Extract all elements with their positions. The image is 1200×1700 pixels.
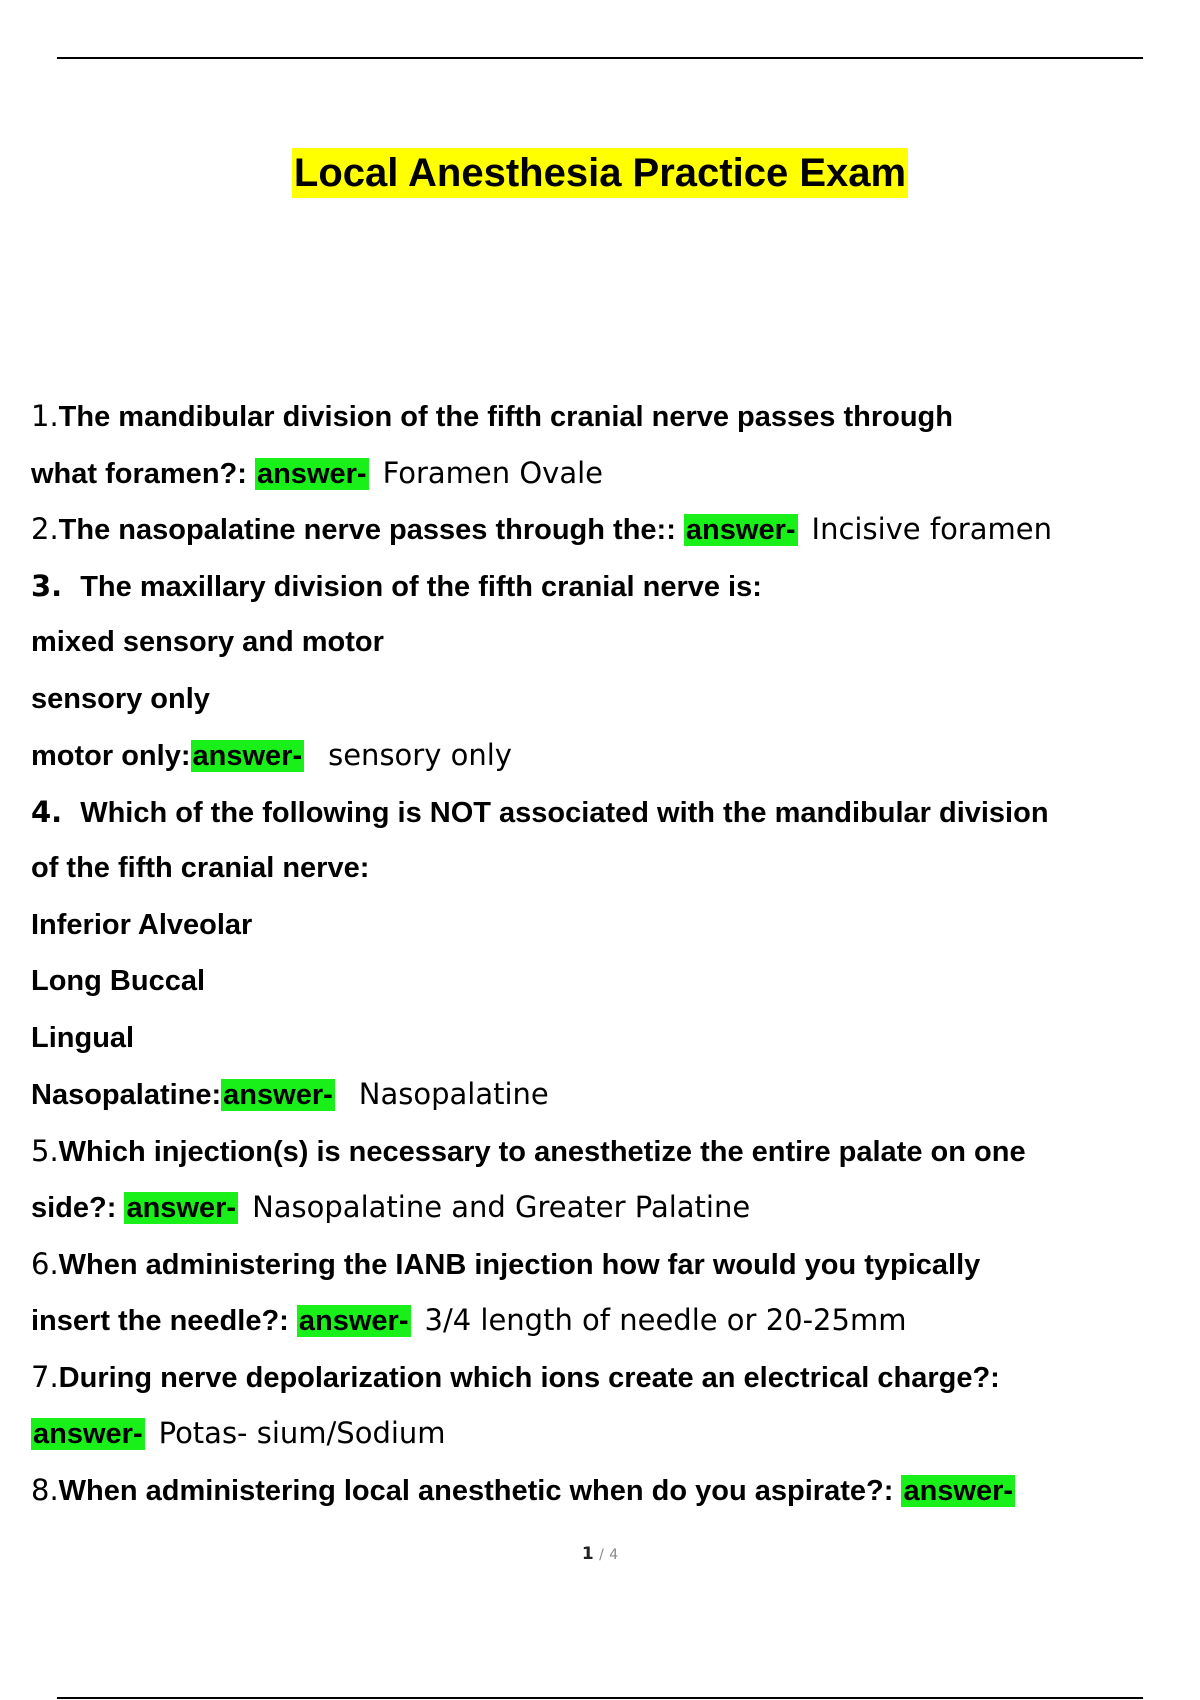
question-4-option-text: Lingual — [31, 1021, 135, 1054]
question-6-answer: 3/4 length of needle or 20-25mm — [424, 1303, 907, 1337]
question-4-line-2 — [31, 840, 1191, 897]
question-3-option-text: sensory only — [31, 682, 210, 715]
question-6-text-cont: insert the needle?: — [31, 1305, 289, 1337]
question-7-line-2 — [31, 1405, 1191, 1462]
question-2-number: 2. — [31, 512, 59, 546]
question-3-option — [31, 614, 1191, 671]
question-4-option — [31, 1066, 1191, 1123]
question-3-option-text: motor only: — [31, 740, 191, 772]
question-4-number: 4. — [31, 794, 63, 829]
question-7-line-1 — [31, 1349, 1191, 1406]
question-1-answer: Foramen Ovale — [382, 455, 604, 490]
question-2-line — [31, 501, 1191, 558]
question-8-number: 8. — [31, 1472, 59, 1507]
page-number — [0, 1544, 1200, 1564]
question-4-answer: Nasopalatine — [358, 1077, 549, 1111]
answer-tag: answer- — [903, 1474, 1014, 1507]
question-4-text: Which of the following is NOT associated with the mandibular division — [80, 796, 1049, 829]
page-separator: / — [599, 1547, 604, 1563]
answer-tag: answer- — [685, 514, 796, 546]
question-3-line — [31, 558, 1191, 615]
question-5-answer: Nasopalatine and Greater Palatine — [252, 1190, 751, 1224]
page-title: Local Anesthesia Practice Exam — [292, 148, 908, 198]
page-total: 4 — [609, 1547, 619, 1563]
answer-tag: answer- — [33, 1418, 143, 1450]
answer-tag: answer- — [256, 457, 367, 490]
question-4-option-text: Long Buccal — [31, 965, 206, 997]
question-3-answer: sensory only — [328, 738, 512, 772]
question-3-number: 3. — [31, 568, 63, 603]
question-6-text: When administering the IANB injection how far would you typically — [58, 1248, 981, 1281]
question-3-option — [31, 671, 1191, 728]
question-1-text-cont: what foramen?: — [31, 457, 247, 490]
answer-tag: answer- — [126, 1192, 237, 1224]
question-5-number: 5. — [31, 1133, 59, 1168]
bottom-rule — [57, 1697, 1143, 1699]
question-6-line-2 — [31, 1292, 1191, 1349]
question-5-line-2 — [31, 1179, 1191, 1236]
question-4-option-text: Nasopalatine: — [31, 1079, 222, 1111]
question-7-answer: Potas- sium/Sodium — [158, 1416, 446, 1450]
question-list — [31, 388, 1191, 1518]
question-3-option — [31, 727, 1191, 784]
question-3-option-text: mixed sensory and motor — [31, 626, 384, 658]
answer-tag: answer- — [192, 740, 303, 772]
question-4-option — [31, 897, 1191, 954]
question-5-line-1 — [31, 1123, 1191, 1180]
question-6-line-1 — [31, 1236, 1191, 1293]
question-2-text: The nasopalatine nerve passes through the:: — [58, 514, 676, 546]
top-rule — [57, 57, 1143, 59]
title-container — [0, 148, 1200, 198]
question-7-number: 7. — [31, 1359, 59, 1394]
question-8-text: When administering local anesthetic when do you aspirate?: — [58, 1474, 894, 1507]
question-5-text-cont: side?: — [31, 1192, 117, 1224]
question-7-text: During nerve depolarization which ions create an electrical charge?: — [58, 1361, 1000, 1394]
question-4-line-1 — [31, 784, 1191, 841]
question-1-text: The mandibular division of the fifth cranial nerve passes through — [58, 401, 953, 433]
question-2-answer: Incisive foramen — [811, 512, 1052, 546]
page-current: 1 — [581, 1544, 594, 1564]
question-6-number: 6. — [31, 1246, 59, 1281]
question-4-text-cont: of the fifth cranial nerve: — [31, 852, 370, 884]
answer-tag: answer- — [298, 1305, 409, 1337]
question-1-line-2 — [31, 445, 1191, 502]
question-1-line-1 — [31, 388, 1191, 445]
question-8-line-1 — [31, 1462, 1191, 1519]
question-1-number: 1. — [31, 399, 59, 433]
question-5-text: Which injection(s) is necessary to anesthetize the entire palate on one — [58, 1135, 1026, 1168]
answer-tag: answer- — [223, 1079, 333, 1111]
question-3-text: The maxillary division of the fifth cranial nerve is: — [80, 570, 762, 603]
question-4-option — [31, 1010, 1191, 1067]
question-4-option — [31, 953, 1191, 1010]
question-4-option-text: Inferior Alveolar — [31, 908, 253, 941]
